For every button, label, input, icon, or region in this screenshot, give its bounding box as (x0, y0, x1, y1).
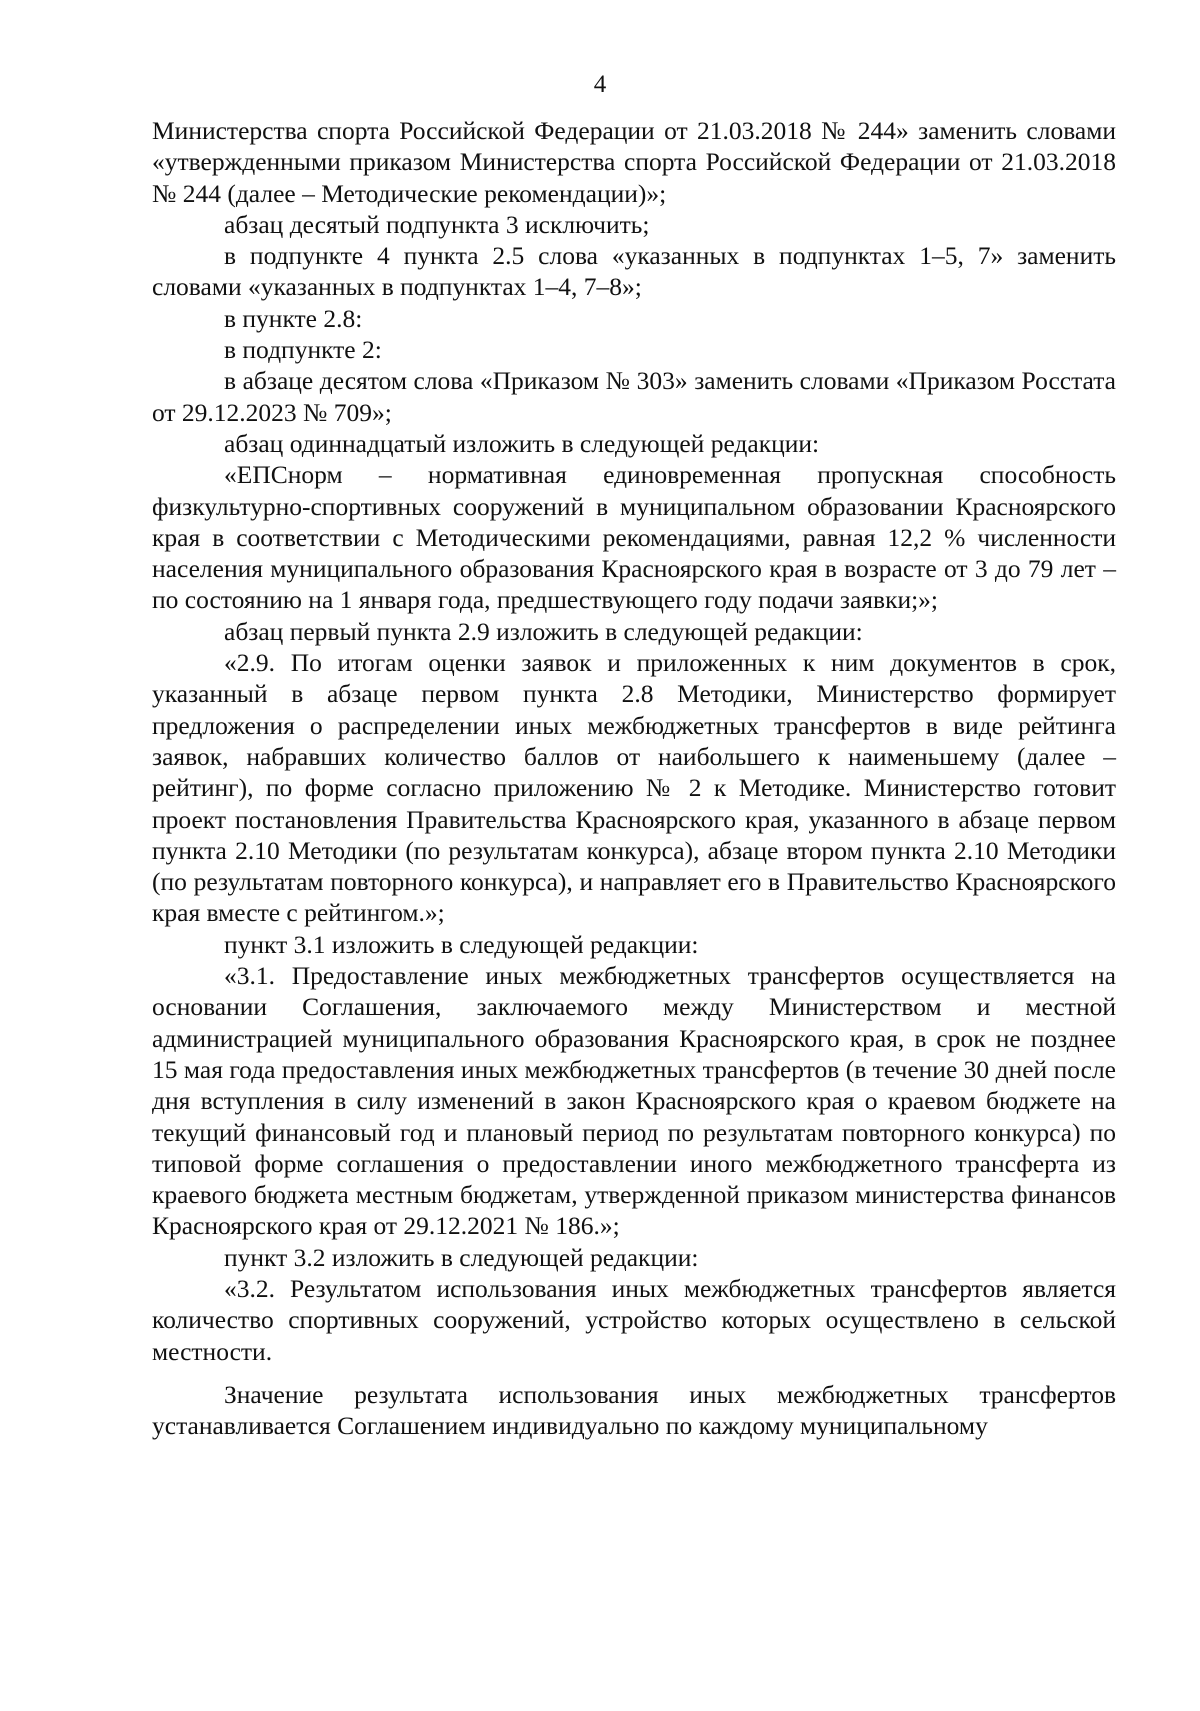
paragraph-12: «3.1. Предоставление иных межбюджетных трансфертов осуществляется на основании Соглашения, заключаемого между Министерством и местной администрацией муниципального образования Красноярского края, в срок не позднее 15 мая года предоставления иных межбюджетных трансфертов (в течение 30 дней после дня вступления в силу изменений в закон Красноярского края о краевом бюджете на текущий финансовый год и плановый период по результатам повторного конкурса) по типовой форме соглашения о предоставлении иного межбюджетного трансферта из краевого бюджета местным бюджетам, утвержденной приказом министерства финансов Красноярского края от 29.12.2021 № 186.»; (152, 961, 1116, 1241)
paragraph-11: пункт 3.1 изложить в следующей редакции: (224, 929, 699, 959)
paragraph-13: пункт 3.2 изложить в следующей редакции: (224, 1242, 699, 1272)
document-body (152, 115, 1116, 1441)
page-number: 4 (593, 71, 607, 98)
paragraph-10: «2.9. По итогам оценки заявок и приложенных к ним документов в срок, указанный в абзаце первом пункта 2.8 Методики, Министерство формирует предложения о распределении иных межбюджетных трансфертов в виде рейтинга заявок, набравших количество баллов от наибольшего к наименьшему (далее – рейтинг), по форме согласно приложению № 2 к Методике. Министерство готовит проект постановления Правительства Красноярского края, указанного в абзаце первом пункта 2.10 Методики (по результатам конкурса), абзаце втором пункта 2.10 Методики (по результатам повторного конкурса), и направляет его в Правительство Красноярского края вместе с рейтингом.»; (152, 648, 1116, 928)
paragraph-2: абзац десятый подпункта 3 исключить; (224, 209, 650, 239)
paragraph-4: в пункте 2.8: (224, 303, 363, 333)
paragraph-15: Значение результата использования иных межбюджетных трансфертов устанавливается Соглашением индивидуально по каждому муниципальному (152, 1379, 1116, 1441)
paragraph-7: абзац одиннадцатый изложить в следующей редакции: (224, 428, 820, 458)
paragraph-14: «3.2. Результатом использования иных межбюджетных трансфертов является количество спортивных сооружений, устройство которых осуществлено в сельской местности. (152, 1273, 1116, 1366)
paragraph-1: Министерства спорта Российской Федерации от 21.03.2018 № 244» заменить словами «утвержденными приказом Министерства спорта Российской Федерации от 21.03.2018 № 244 (далее – Методические рекомендации)»; (152, 116, 1116, 208)
paragraph-3: в подпункте 4 пункта 2.5 слова «указанных в подпунктах 1–5, 7» заменить словами «указанных в подпунктах 1–4, 7–8»; (152, 241, 1116, 302)
paragraph-9: абзац первый пункта 2.9 изложить в следующей редакции: (224, 616, 863, 646)
paragraph-5: в подпункте 2: (224, 335, 382, 365)
paragraph-8: «ЕПСнорм – нормативная единовременная пропускная способность физкультурно-спортивных сооружений в муниципальном образовании Красноярского края в соответствии с Методическими рекомендациями, равная 12,2 % численности населения муниципального образования Красноярского края в возрасте от 3 до 79 лет – по состоянию на 1 января года, предшествующего году подачи заявки;»; (152, 460, 1116, 615)
paragraph-6: в абзаце десятом слова «Приказом № 303» заменить словами «Приказом Росстата от 29.12.2023 № 709»; (152, 366, 1116, 427)
